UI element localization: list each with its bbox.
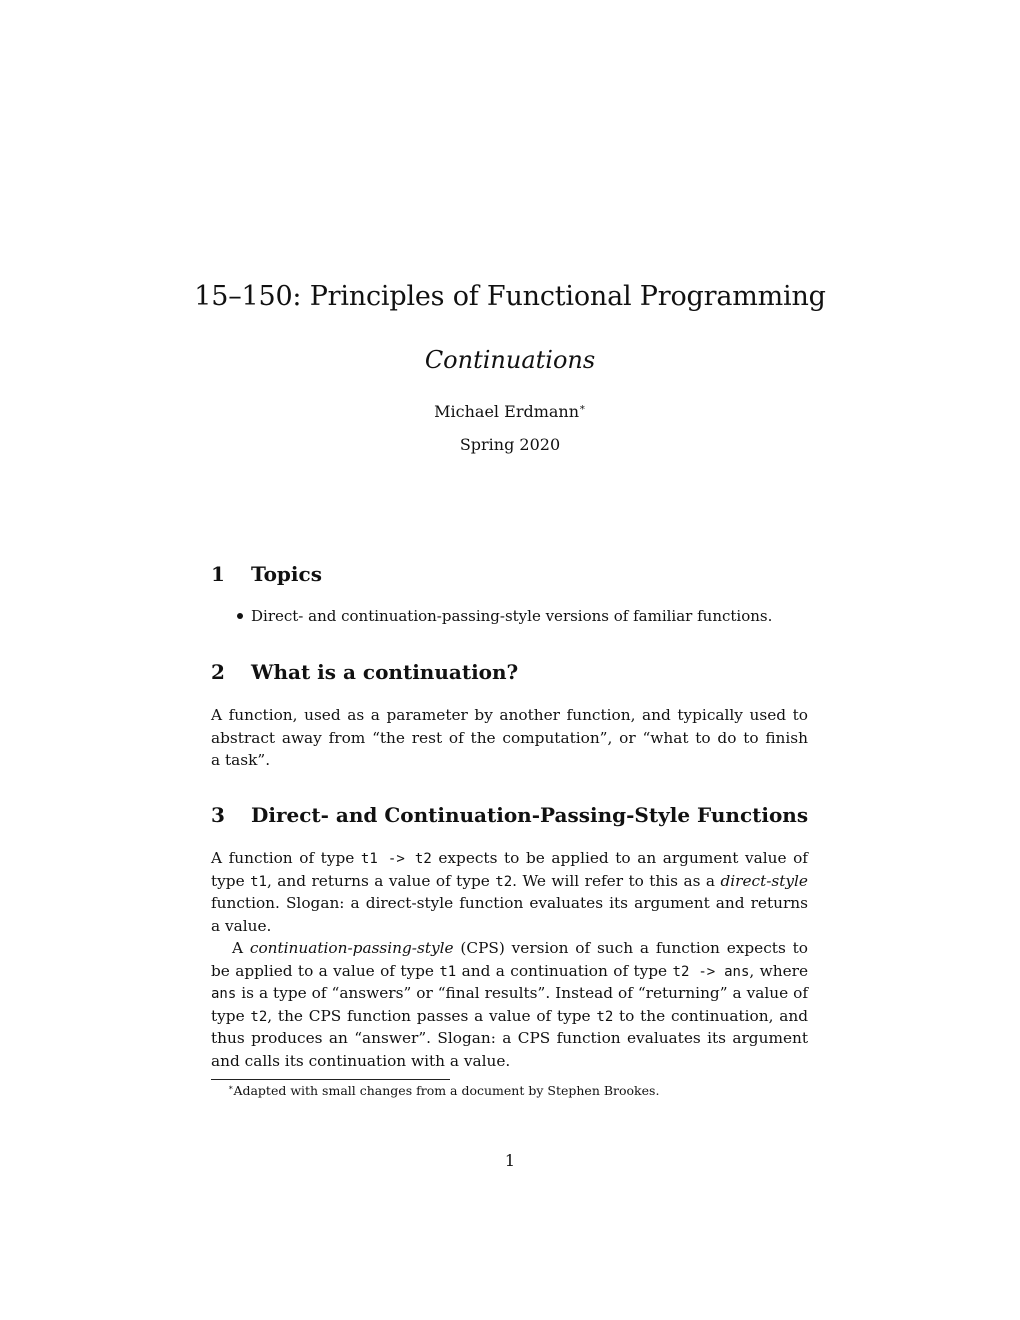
text-line: abstract away from “the rest of the computation”, or “what to do to finish <box>211 728 808 747</box>
emphasis: direct-style <box>720 871 808 890</box>
paragraph-cps <box>211 937 808 1073</box>
emphasis: continuation-passing-style <box>249 939 454 957</box>
author-footnote-mark: ∗ <box>579 402 586 414</box>
section-heading-direct-and-cps <box>211 803 808 827</box>
text-line: A continuation-passing-style (CPS) version of such a function expects to <box>232 939 808 957</box>
text-line: type t2, the CPS function passes a value of type t2 to the continuation, and <box>211 1006 808 1025</box>
list-item <box>237 607 772 625</box>
section-heading-topics <box>211 562 322 586</box>
type-code: t1 <box>250 873 267 890</box>
page-number: 1 <box>504 1151 516 1170</box>
type-code: t1 -> t2 <box>360 851 432 867</box>
bullet-icon <box>237 613 243 619</box>
text-line: A function of type t1 -> t2 expects to be applied to an argument value of <box>211 849 808 867</box>
type-code: t2 <box>596 1008 614 1025</box>
type-code: t2 <box>495 873 513 890</box>
text-line: A function, used as a parameter by another function, and typically used to <box>211 706 808 724</box>
paragraph-definition <box>211 704 808 772</box>
section-number: 2 <box>211 660 225 684</box>
paragraph-direct-style <box>211 847 808 937</box>
type-code: t1 <box>439 963 457 980</box>
text-line: type t1, and returns a value of type t2. We will refer to this as a direct-style <box>211 871 808 890</box>
text-line: and calls its continuation with a value. <box>211 1051 511 1070</box>
lecture-title: Continuations <box>424 346 596 374</box>
section-title: What is a continuation? <box>251 660 519 684</box>
section-title: Topics <box>251 562 322 586</box>
section-heading-what-is-continuation <box>211 660 518 684</box>
type-code: t2 -> ans <box>672 963 750 980</box>
section-title: Direct- and Continuation-Passing-Style Functions <box>251 803 809 827</box>
type-code: ans <box>211 986 237 1003</box>
section-number: 1 <box>211 562 225 586</box>
text-line: be applied to a value of type t1 and a continuation of type t2 -> ans, where <box>211 961 809 980</box>
author-name: Michael Erdmann <box>434 402 580 421</box>
section-number: 3 <box>211 803 225 827</box>
footnote-text: Adapted with small changes from a document by Stephen Brookes. <box>233 1083 660 1098</box>
author <box>0 402 1020 421</box>
footnote <box>228 1083 659 1098</box>
footnote-mark: ∗ <box>228 1082 234 1092</box>
text-line: function. Slogan: a direct-style function evaluates its argument and returns <box>211 894 808 913</box>
text-line: a value. <box>211 916 272 935</box>
list-item-text: Direct- and continuation-passing-style versions of familiar functions. <box>251 607 773 625</box>
footnote-rule <box>211 1079 450 1080</box>
text-line: thus produces an “answer”. Slogan: a CPS function evaluates its argument <box>211 1029 808 1048</box>
text-line: a task”. <box>211 751 271 770</box>
type-code: t2 <box>250 1008 268 1025</box>
text-line: ans is a type of “answers” or “final results”. Instead of “returning” a value of <box>211 984 808 1003</box>
term: Spring 2020 <box>459 435 561 454</box>
course-title: 15–150: Principles of Functional Programming <box>194 281 826 312</box>
